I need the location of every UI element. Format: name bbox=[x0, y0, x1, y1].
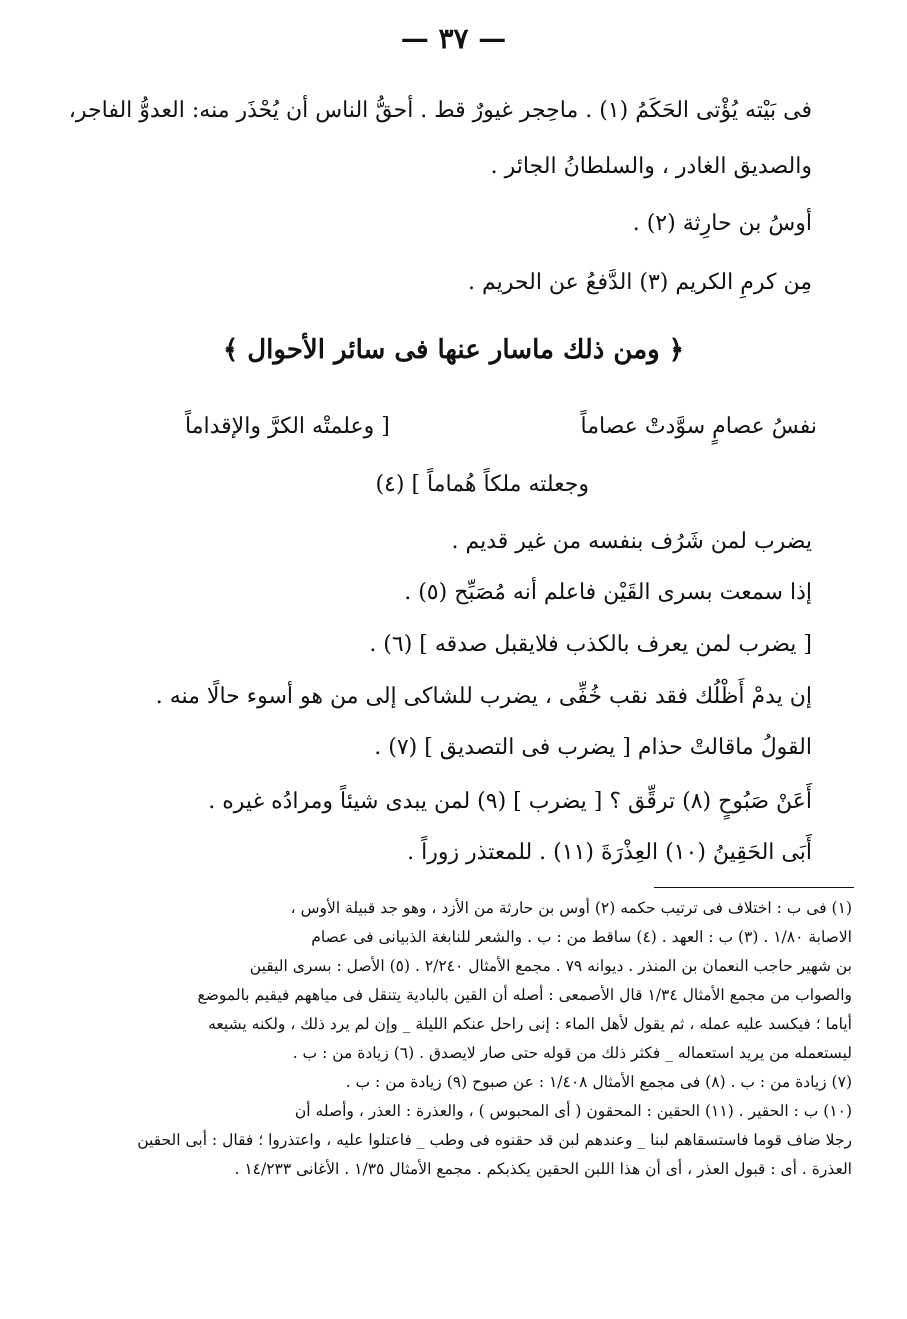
saying-7: أَبَى الحَقِينُ (١٠) العِذْرَةَ (١١) . للمعتذر زوراً . bbox=[407, 840, 812, 865]
saying-6: أَعَنْ صَبُوحٍ (٨) ترقِّق ؟ [ يضرب ] (٩) لمن يبدى شيئاً ومرادُه غيره . bbox=[208, 789, 812, 814]
footnote-line-9: رجلا ضاف قوما فاستسقاهم لبنا _ وعندهم لبن قد حقنوه فى وطب _ فاعتلوا عليه ، واعتذروا ؛ فقال : أبى الحقين bbox=[137, 1131, 852, 1149]
body-line-3: أوسُ بن حارِثة (٢) . bbox=[632, 211, 812, 236]
footnote-line-7: (٧) زيادة من : ب . (٨) فى مجمع الأمثال ١/٤٠٨ : عن صبوح (٩) زيادة من : ب . bbox=[345, 1073, 852, 1091]
footnote-line-10: العذرة . أى : قبول العذر ، أى أن هذا اللبن الحقين يكذبكم . مجمع الأمثال ١/٣٥ . الأغانى ١٤/٢٣٣ . bbox=[234, 1160, 852, 1178]
footnote-line-3: بن شهير حاجب النعمان بن المنذر . ديوانه ٧٩ . مجمع الأمثال ٢/٢٤٠ . (٥) الأصل : بسرى اليقين bbox=[249, 957, 852, 975]
footnote-line-5: أياما ؛ فيكسد عليه عمله ، ثم يقول لأهل الماء : إنى راحل عنكم الليلة _ وإن لم يرد ذلك ، ولكنه يشيعه bbox=[208, 1015, 852, 1033]
body-line-1: فى بَيْته يُؤْتى الحَكَمُ (١) . ماحِجر غيورٌ قط . أحقُّ الناس أن يُحْذَر منه: العدوُّ الفاجر، bbox=[68, 98, 812, 123]
body-line-2: والصديق الغادر ، والسلطانُ الجائر . bbox=[490, 154, 812, 179]
saying-5: القولُ ماقالتْ حذام [ يضرب فى التصديق ] (٧) . bbox=[374, 735, 812, 760]
footnote-line-1: (١) فى ب : اختلاف فى ترتيب حكمه (٢) أوس بن حارثة من الأزد ، وهو جد قبيلة الأوس ، bbox=[290, 899, 852, 917]
footnote-line-6: ليستعمله من يريد استعماله _ فكثر ذلك من قوله حتى صار لايصدق . (٦) زيادة من : ب . bbox=[292, 1044, 852, 1062]
footnote-line-8: (١٠) ب : الحقير . (١١) الحقين : المحقون ( أى المحبوس ) ، والعذرة : العذر ، وأصله أن bbox=[294, 1102, 852, 1120]
saying-2: إذا سمعت بسرى القَيْن فاعلم أنه مُصَبِّح (٥) . bbox=[404, 580, 812, 605]
footnote-line-4: والصواب من مجمع الأمثال ١/٣٤ قال الأصمعى : أصله أن القين بالبادية يتنقل فى مياههم فيقيم بالموضع bbox=[197, 986, 852, 1004]
footnote-line-2: الاصابة ١/٨٠ . (٣) ب : العهد . (٤) ساقط من : ب . والشعر للنابغة الذبيانى فى عصام bbox=[311, 928, 852, 946]
saying-4: إن يدمْ أَظْلُك فقد نقب خُفِّى ، يضرب للشاكى إلى من هو أسوء حالًا منه . bbox=[155, 684, 812, 709]
saying-3: [ يضرب لمن يعرف بالكذب فلايقبل صدقه ] (٦) . bbox=[369, 632, 812, 657]
saying-1: يضرب لمن شَرُف بنفسه من غير قديم . bbox=[451, 529, 812, 554]
verse-line-2: وجعلته ملكاً هُماماً ] (٤) bbox=[375, 472, 589, 497]
body-line-4: مِن كرمِ الكريم (٣) الدَّفعُ عن الحريم . bbox=[468, 270, 812, 295]
verse-hemistich-2: [ وعلمتْه الكرَّ والإقداماً bbox=[185, 414, 390, 439]
page-number: — ٣٧ — bbox=[400, 22, 507, 55]
section-heading: ﴿ ومن ذلك ماسار عنها فى سائر الأحوال ﴾ bbox=[222, 335, 684, 365]
footnote-separator bbox=[654, 887, 854, 888]
verse-hemistich-1: نفسُ عصامٍ سوَّدتْ عصاماً bbox=[580, 414, 817, 439]
